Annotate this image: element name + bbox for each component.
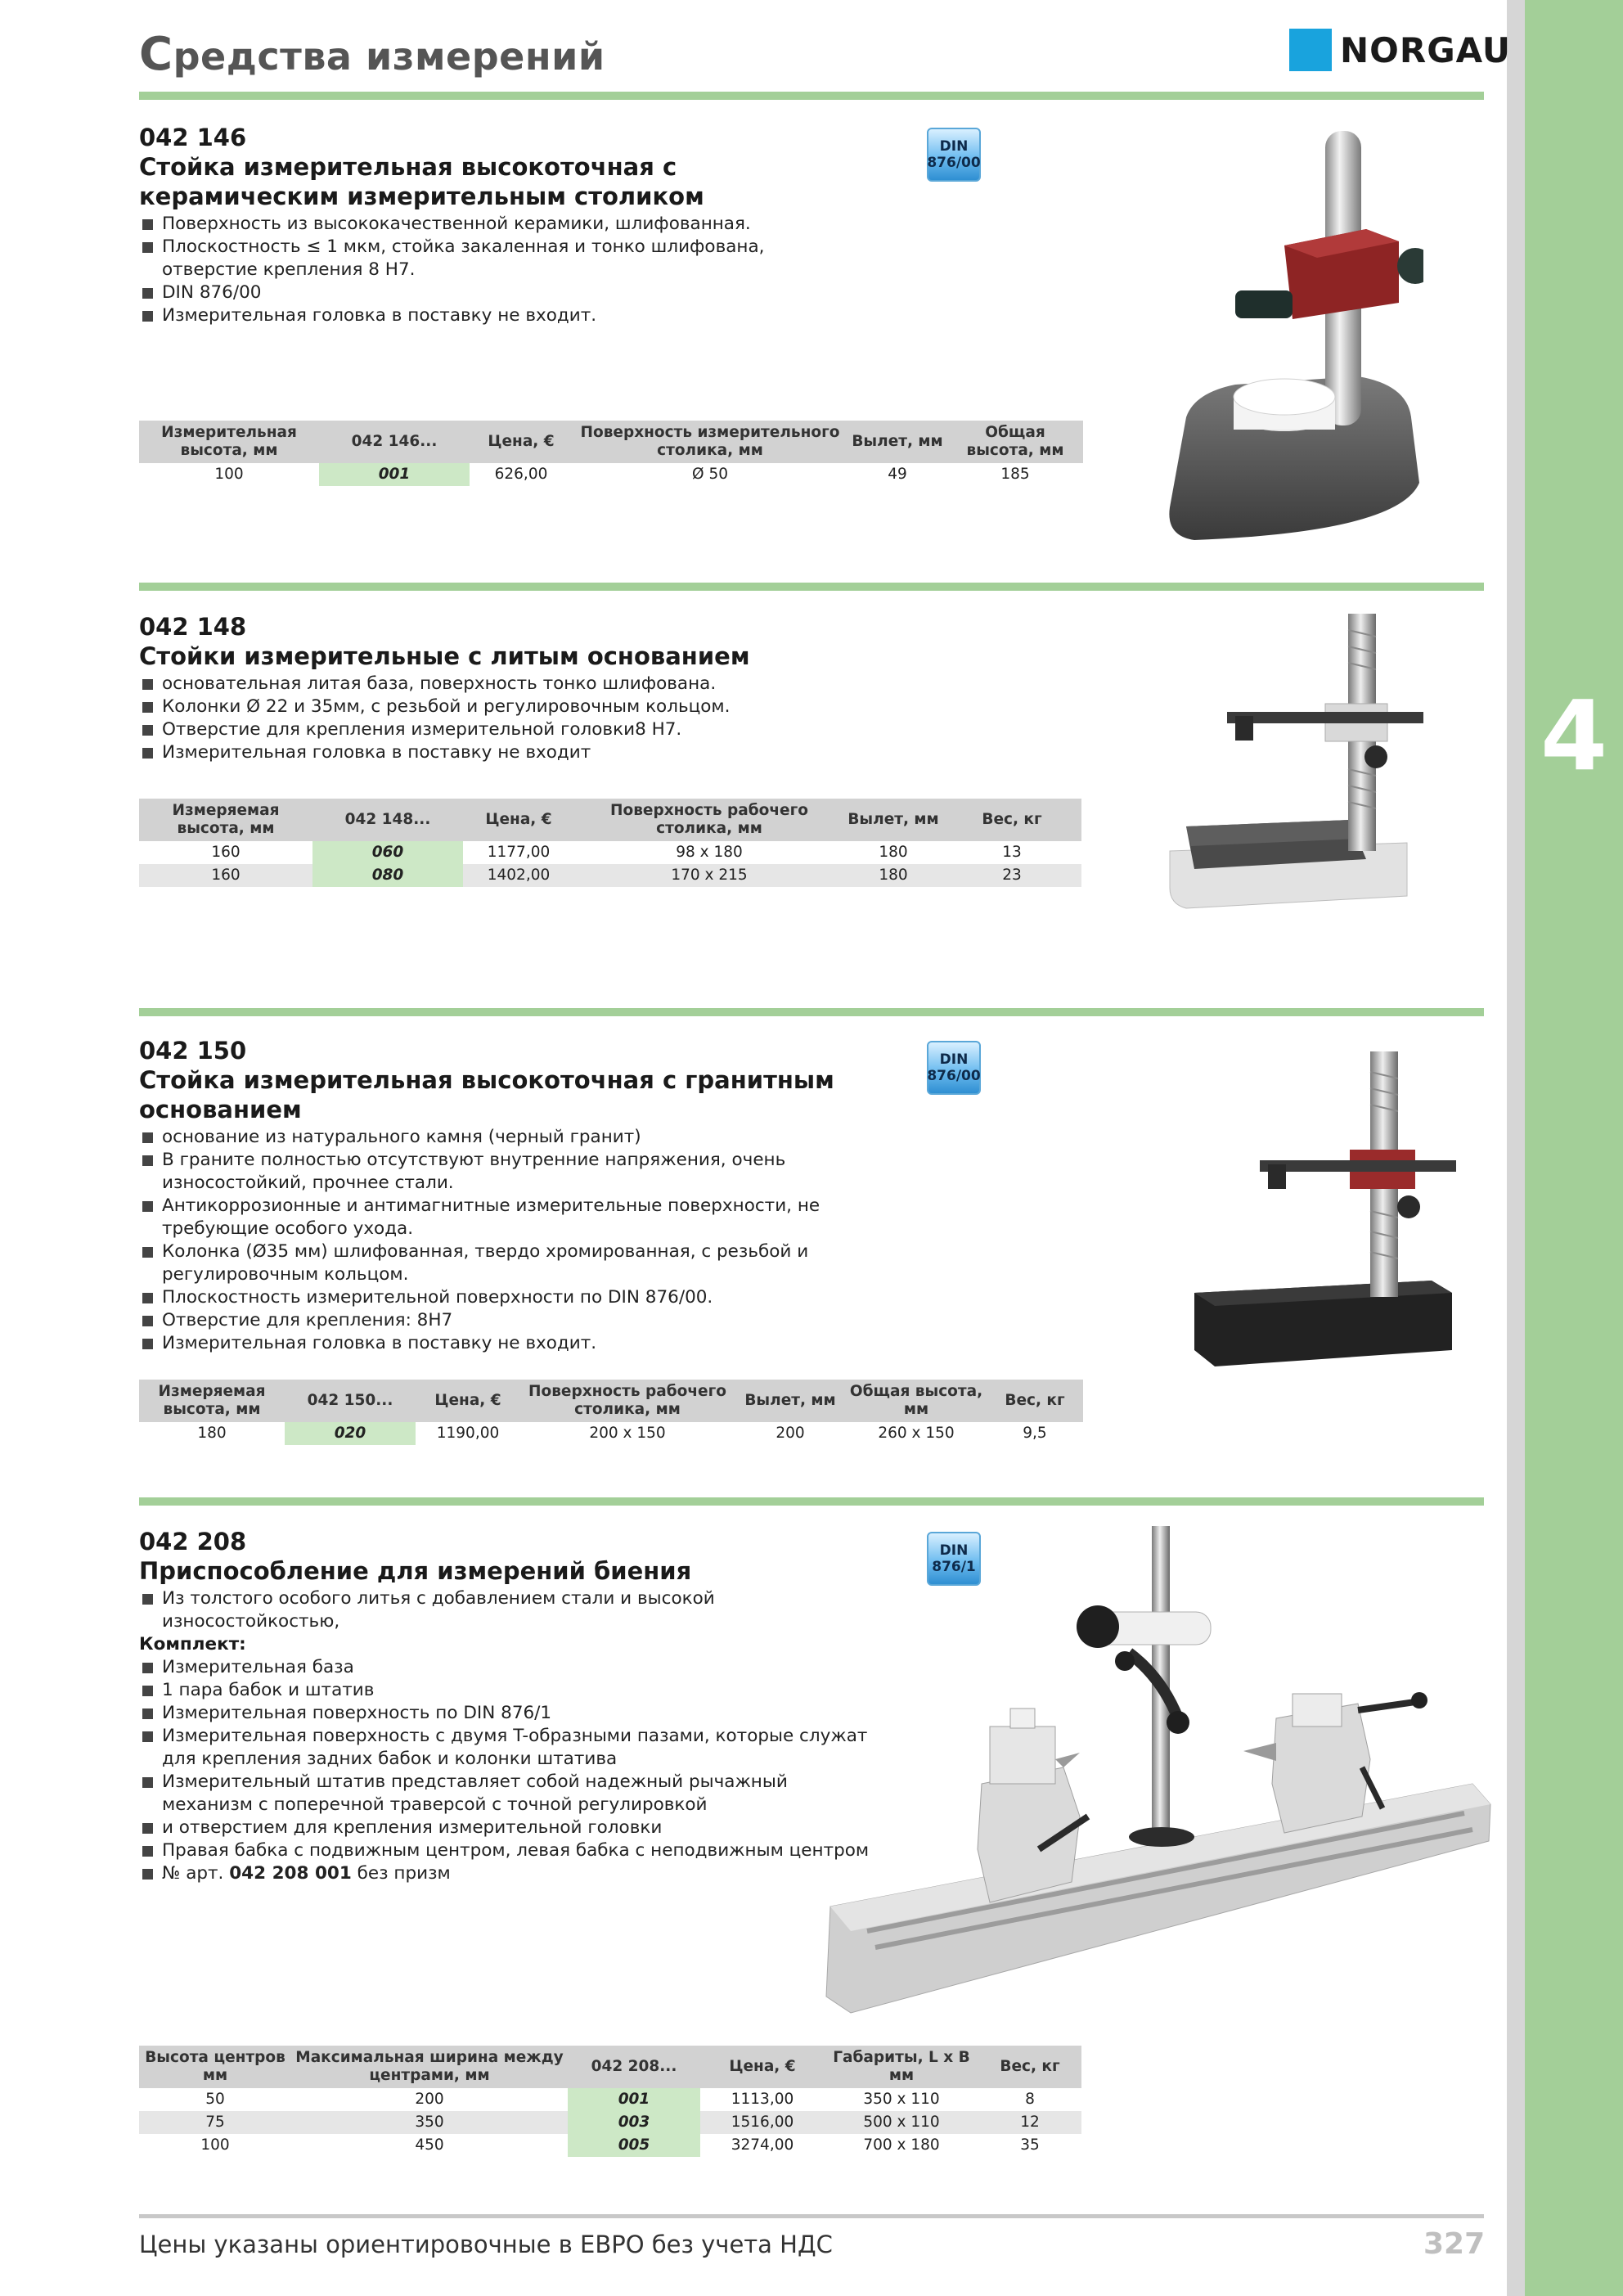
article-number: 042 148 <box>139 613 247 641</box>
feature-item: Из толстого особого литья с добавлением стали и высокой износостойкостью, <box>139 1587 875 1633</box>
column-header: Вес, кг <box>987 1380 1083 1422</box>
article-number: 042 208 <box>139 1528 247 1555</box>
article-note-suffix: без призм <box>351 1863 451 1884</box>
feature-item: Правая бабка с подвижным центром, левая бабка с неподвижным центром <box>139 1839 875 1862</box>
table-cell: 160 <box>139 864 312 887</box>
spec-table-042208 <box>139 2046 1081 2157</box>
column-header: 042 150... <box>285 1380 416 1422</box>
price-cell: 1190,00 <box>436 1425 500 1442</box>
table-cell: 350 x 110 <box>863 2091 940 2108</box>
price-cell: 1402,00 <box>463 864 574 887</box>
table-cell: 49 <box>888 466 907 483</box>
product-section-042150 <box>139 1036 843 1355</box>
product-image-cast-stand <box>1162 606 1423 933</box>
feature-item: Плоскостность ≤ 1 мкм, стойка закаленная и тонко шлифована, отверстие крепления 8 H7. <box>139 236 843 281</box>
footer-note: Цены указаны ориентировочные в ЕВРО без учета НДС <box>139 2231 833 2258</box>
feature-list <box>139 1656 875 1885</box>
feature-list <box>139 1126 843 1355</box>
table-cell: 200 <box>776 1425 805 1442</box>
product-title: Приспособление для измерений биения <box>139 1557 692 1585</box>
table-row <box>139 841 1081 864</box>
table-cell: 180 <box>879 844 908 861</box>
column-header: Вес, кг <box>942 799 1081 841</box>
table-row <box>139 2088 1081 2111</box>
column-header: Вылет, мм <box>847 421 947 463</box>
table-cell: 13 <box>1002 844 1022 861</box>
feature-item: Измерительная головка в поставку не входит <box>139 741 875 764</box>
column-header: Цена, € <box>470 421 573 463</box>
feature-item: Измерительная поверхность с двумя T-образными пазами, которые служат для крепления задних бабок и колонки штатива <box>139 1725 875 1771</box>
feature-item: В граните полностью отсутствуют внутренние напряжения, очень износостойкий, прочнее стали. <box>139 1149 843 1195</box>
table-header-row <box>139 1380 1083 1422</box>
feature-item: Измерительная поверхность по DIN 876/1 <box>139 1702 875 1725</box>
column-header: Максимальная ширина между центрами, мм <box>291 2046 568 2088</box>
table-cell: 50 <box>205 2091 225 2108</box>
page-title: Средства измерений <box>139 28 605 81</box>
sidebar-gray-strip <box>1507 0 1525 2296</box>
column-header: Поверхность измерительного столика, мм <box>573 421 847 463</box>
spec-table-042148 <box>139 799 1081 887</box>
spec-table-042146 <box>139 421 1083 486</box>
column-header: Поверхность рабочего столика, мм <box>574 799 844 841</box>
table-cell: 200 <box>415 2091 444 2108</box>
table-cell: 350 <box>291 2111 568 2134</box>
column-header: Измеряемая высота, мм <box>139 1380 285 1422</box>
product-section-042148 <box>139 612 875 764</box>
din-label: DIN <box>939 138 969 155</box>
table-cell: 200 x 150 <box>589 1425 666 1442</box>
product-section-042146 <box>139 123 843 327</box>
table-row <box>139 463 1083 486</box>
table-cell: 100 <box>214 466 244 483</box>
column-header: 042 208... <box>568 2046 700 2088</box>
table-header-row <box>139 421 1083 463</box>
table-cell: 12 <box>978 2111 1081 2134</box>
product-title: Стойка измерительная высокоточная с керамическим измерительным столиком <box>139 153 704 210</box>
table-cell: 35 <box>1020 2136 1040 2154</box>
order-code-cell: 020 <box>285 1422 416 1445</box>
price-cell: 1516,00 <box>700 2111 825 2134</box>
order-code-cell: 003 <box>568 2111 700 2134</box>
din-norm: 876/1 <box>932 1559 976 1575</box>
feature-item: основание из натурального камня (черный гранит) <box>139 1126 843 1149</box>
column-header: Вылет, мм <box>735 1380 846 1422</box>
table-cell: 170 x 215 <box>574 864 844 887</box>
chapter-tab <box>1525 0 1623 2296</box>
product-image-runout-tester <box>818 1522 1497 2029</box>
order-code-cell: 060 <box>312 841 463 864</box>
section-divider <box>139 92 1484 100</box>
table-cell: 180 <box>197 1425 227 1442</box>
price-cell: 3274,00 <box>731 2136 794 2154</box>
feature-item: Измерительный штатив представляет собой надежный рычажный механизм с поперечной траверсой с точной регулировкой <box>139 1771 875 1817</box>
article-note-prefix: № арт. <box>162 1863 230 1884</box>
table-row <box>139 864 1081 887</box>
order-code-cell: 001 <box>568 2088 700 2111</box>
column-header: 042 146... <box>319 421 470 463</box>
order-code-cell: 005 <box>568 2134 700 2157</box>
page-number: 327 <box>1423 2227 1486 2261</box>
table-cell: 185 <box>1000 466 1030 483</box>
column-header: Цена, € <box>700 2046 825 2088</box>
table-row <box>139 1422 1083 1445</box>
product-image-ceramic-stand <box>1162 123 1423 548</box>
table-header-row <box>139 2046 1081 2088</box>
chapter-number: 4 <box>1540 679 1608 792</box>
feature-item: 1 пара бабок и штатив <box>139 1679 875 1702</box>
table-cell: 450 <box>415 2136 444 2154</box>
product-section-042208 <box>139 1527 875 1885</box>
article-number: 042 146 <box>139 124 247 151</box>
price-cell: 1177,00 <box>487 844 551 861</box>
spec-table-042150 <box>139 1380 1083 1445</box>
footer-divider <box>139 2214 1484 2218</box>
table-cell: 700 x 180 <box>863 2136 940 2154</box>
feature-item: Измерительная база <box>139 1656 875 1679</box>
brand-logo <box>1289 28 1511 72</box>
feature-item: Отверстие для крепления: 8H7 <box>139 1309 843 1332</box>
table-cell: 8 <box>1025 2091 1035 2108</box>
order-code-cell: 080 <box>312 864 463 887</box>
section-divider <box>139 583 1484 591</box>
din-norm: 876/00 <box>927 1068 981 1084</box>
table-cell: 23 <box>942 864 1081 887</box>
feature-item: Колонка (Ø35 мм) шлифованная, твердо хромированная, с резьбой и регулировочным кольцом. <box>139 1240 843 1286</box>
order-code-cell: 001 <box>319 463 470 486</box>
feature-item: Антикоррозионные и антимагнитные измерительные поверхности, не требующие особого ухода. <box>139 1195 843 1240</box>
feature-list <box>139 213 843 327</box>
price-cell: 1113,00 <box>731 2091 794 2108</box>
din-badge <box>927 1041 981 1095</box>
din-label: DIN <box>939 1051 969 1068</box>
article-number: 042 150 <box>139 1037 247 1065</box>
product-title: Стойки измерительные с литым основанием <box>139 642 750 670</box>
column-header: Общая высота, мм <box>947 421 1083 463</box>
table-cell: 260 x 150 <box>878 1425 955 1442</box>
column-header: Цена, € <box>463 799 574 841</box>
table-cell: 180 <box>844 864 942 887</box>
column-header: Поверхность рабочего столика, мм <box>520 1380 735 1422</box>
table-cell: 500 x 110 <box>825 2111 978 2134</box>
table-cell: 100 <box>200 2136 230 2154</box>
section-divider <box>139 1497 1484 1506</box>
feature-item: Колонки Ø 22 и 35мм, с резьбой и регулировочным кольцом. <box>139 696 875 718</box>
column-header: Измерительная высота, мм <box>139 421 319 463</box>
feature-item: Отверстие для крепления измерительной головки8 H7. <box>139 718 875 741</box>
din-badge <box>927 128 981 182</box>
din-label: DIN <box>939 1542 969 1559</box>
feature-list <box>139 673 875 764</box>
product-title: Стойка измерительная высокоточная с гранитным основанием <box>139 1066 834 1123</box>
column-header: Измеряемая высота, мм <box>139 799 312 841</box>
feature-item: Плоскостность измерительной поверхности по DIN 876/00. <box>139 1286 843 1309</box>
intro-list <box>139 1587 875 1633</box>
section-divider <box>139 1008 1484 1016</box>
product-image-granite-stand <box>1178 1047 1456 1391</box>
price-cell: 626,00 <box>494 466 548 483</box>
column-header: Цена, € <box>416 1380 520 1422</box>
feature-item: Поверхность из высококачественной керамики, шлифованная. <box>139 213 843 236</box>
table-cell: 75 <box>139 2111 291 2134</box>
brand-name: NORGAU <box>1340 29 1511 70</box>
feature-item: основательная литая база, поверхность тонко шлифована. <box>139 673 875 696</box>
kit-label: Комплект: <box>139 1634 246 1654</box>
logo-square-icon <box>1289 29 1332 71</box>
article-note <box>139 1862 875 1885</box>
column-header: Вылет, мм <box>844 799 942 841</box>
feature-item: DIN 876/00 <box>139 281 843 304</box>
din-norm: 876/00 <box>927 155 981 171</box>
column-header: Общая высота, мм <box>846 1380 987 1422</box>
table-cell: 98 x 180 <box>676 844 743 861</box>
feature-item: Измерительная головка в поставку не входит. <box>139 1332 843 1355</box>
table-row <box>139 2111 1081 2134</box>
table-cell: 9,5 <box>1023 1425 1047 1442</box>
column-header: 042 148... <box>312 799 463 841</box>
column-header: Вес, кг <box>978 2046 1081 2088</box>
table-cell: Ø 50 <box>692 466 728 483</box>
column-header: Высота центров мм <box>139 2046 291 2088</box>
table-cell: 160 <box>211 844 241 861</box>
article-note-number: 042 208 001 <box>229 1863 352 1884</box>
column-header: Габариты, L x B мм <box>825 2046 978 2088</box>
table-row <box>139 2134 1081 2157</box>
feature-item: и отверстием для крепления измерительной головки <box>139 1817 875 1839</box>
table-header-row <box>139 799 1081 841</box>
feature-item: Измерительная головка в поставку не входит. <box>139 304 843 327</box>
